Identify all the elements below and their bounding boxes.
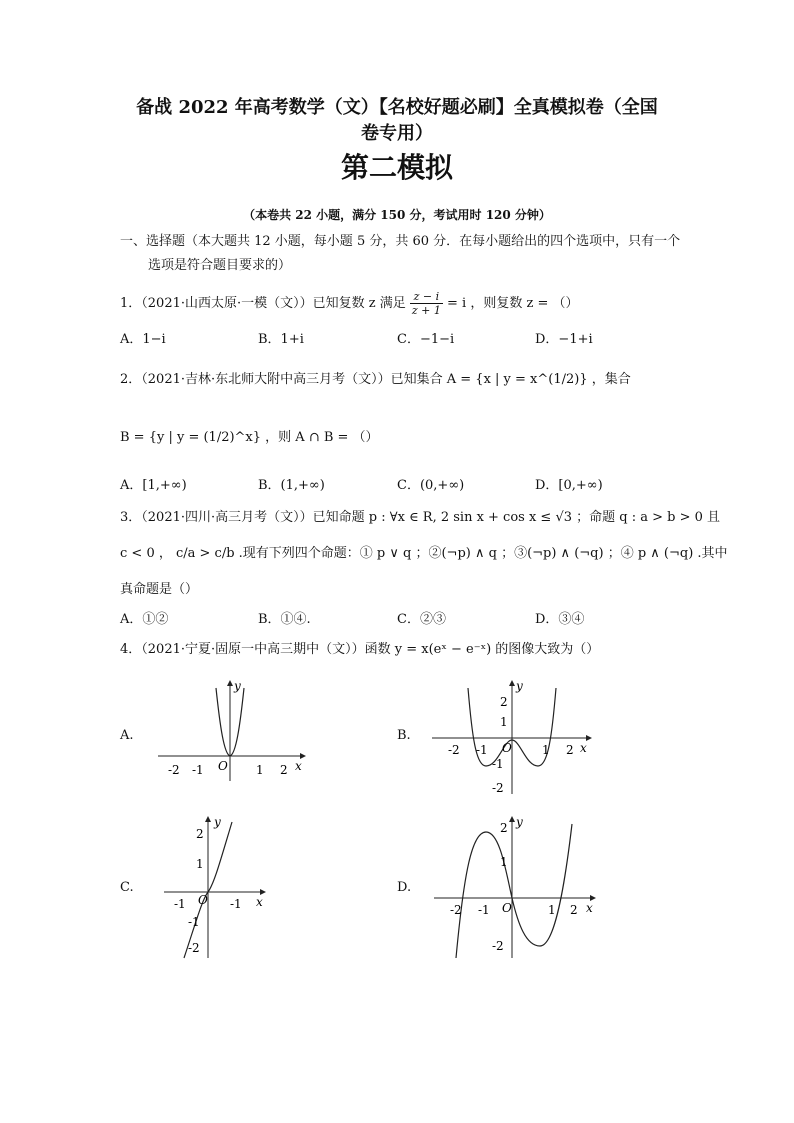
- graph-c-ytick-neg1: -1: [188, 915, 200, 929]
- q4-option-d-label[interactable]: D.: [397, 880, 412, 895]
- graph-a-origin: O: [218, 759, 228, 773]
- q1-frac-den: z + 1: [411, 304, 441, 317]
- q3-line2: c < 0 ， c/a > c/b .现有下列四个命题：① p ∨ q ；②(¬p) ∧ q ；③(¬p) ∧ (¬q) ；④ p ∧ (¬q) .其中: [120, 546, 728, 561]
- q1-option-c[interactable]: C．−1−i: [397, 332, 455, 347]
- doc-main-title: 第二模拟: [340, 151, 453, 184]
- graph-b-y-label: y: [516, 679, 523, 693]
- q3-line3: 真命题是（）: [120, 582, 199, 597]
- graph-c-y-arrow: [205, 816, 211, 822]
- graph-a-tick-2: 2: [280, 763, 288, 777]
- q3-option-b[interactable]: B．①④.: [258, 612, 311, 627]
- graph-b-tick-2: 2: [566, 743, 574, 757]
- graph-c-ytick-2: 2: [196, 827, 204, 841]
- graph-d: [430, 812, 610, 962]
- graph-c-ytick-neg2: -2: [188, 941, 200, 955]
- graph-a-x-label: x: [295, 759, 302, 773]
- q1-fraction: [410, 290, 443, 317]
- graph-a: [150, 676, 310, 786]
- graph-b-y-arrow: [509, 680, 515, 686]
- q4-line1: 4．（2021·宁夏·固原一中高三期中（文））函数 y = x(eˣ − e⁻ˣ) 的图像大致为（）: [120, 642, 600, 657]
- q2-option-d[interactable]: D．[0,+∞): [535, 478, 603, 493]
- q1-suffix: = i ，则复数 z = （）: [447, 296, 579, 311]
- graph-d-curve: [456, 824, 572, 958]
- doc-subtitle: （本卷共 22 小题，满分 150 分，考试用时 120 分钟）: [243, 208, 551, 222]
- q2-option-b[interactable]: B．(1,+∞): [258, 478, 325, 493]
- graph-b-tick-neg1: -1: [476, 743, 488, 757]
- doc-title-line1: 备战 2022 年高考数学（文）【名校好题必刷】全真模拟卷（全国: [136, 97, 658, 118]
- graph-b-tick-neg2: -2: [448, 743, 460, 757]
- graph-c-x-label: x: [256, 895, 263, 909]
- q1-stem: [120, 290, 579, 317]
- graph-c-origin: O: [198, 893, 208, 907]
- q2-line1: 2．（2021·吉林·东北师大附中高三月考（文））已知集合 A = {x | y = x^(1/2)} ，集合: [120, 372, 631, 387]
- q2-option-a[interactable]: A．[1,+∞): [120, 478, 187, 493]
- graph-d-ytick-1: 1: [500, 855, 508, 869]
- graph-b-ytick-neg2: -2: [492, 781, 504, 795]
- q1-option-a[interactable]: A．1−i: [120, 332, 166, 347]
- q4-option-a-label[interactable]: A.: [120, 728, 134, 743]
- q1-option-d[interactable]: D．−1+i: [535, 332, 593, 347]
- q1-option-b[interactable]: B．1+i: [258, 332, 304, 347]
- section-heading-line1: 一、选择题（本大题共 12 小题，每小题 5 分，共 60 分．在每小题给出的四个选项中，只有一个: [120, 234, 681, 249]
- graph-c-ytick-1: 1: [196, 857, 204, 871]
- graph-d-x-label: x: [586, 901, 593, 915]
- q1-prefix: 1．（2021·山西太原·一模（文））已知复数 z 满足: [120, 296, 406, 311]
- graph-d-origin: O: [502, 901, 512, 915]
- graph-a-tick-1: 1: [256, 763, 264, 777]
- graph-d-ytick-neg2: -2: [492, 939, 504, 953]
- graph-b-ytick-neg1: -1: [492, 757, 504, 771]
- graph-b-x-arrow: [586, 735, 592, 741]
- q2-line2: B = {y | y = (1/2)^x} ，则 A ∩ B = （）: [120, 430, 379, 445]
- graph-c: [160, 812, 280, 962]
- q2-option-c[interactable]: C．(0,+∞): [397, 478, 465, 493]
- q3-option-a[interactable]: A．①②: [120, 612, 169, 627]
- graph-b-ytick-1: 1: [500, 715, 508, 729]
- graph-c-tick-neg1-left: -1: [174, 897, 186, 911]
- graph-b-tick-1: 1: [542, 743, 550, 757]
- graph-b: [428, 676, 598, 800]
- graph-c-y-label: y: [214, 815, 221, 829]
- graph-d-y-label: y: [516, 815, 523, 829]
- graph-b-origin: O: [502, 741, 512, 755]
- graph-c-tick-neg1-right: -1: [230, 897, 242, 911]
- graph-d-y-arrow: [509, 816, 515, 822]
- q1-frac-num: z − i: [410, 290, 443, 304]
- q4-option-c-label[interactable]: C.: [120, 880, 134, 895]
- graph-b-ytick-2: 2: [500, 695, 508, 709]
- graph-d-tick-1: 1: [548, 903, 556, 917]
- section-heading-line2: 选项是符合题目要求的）: [148, 258, 292, 273]
- graph-a-tick-neg2: -2: [168, 763, 180, 777]
- graph-b-x-label: x: [580, 741, 587, 755]
- graph-d-tick-neg1: -1: [478, 903, 490, 917]
- q3-line1: 3．（2021·四川·高三月考（文））已知命题 p : ∀x ∈ R, 2 sin x + cos x ≤ √3 ；命题 q : a > b > 0 且: [120, 510, 721, 525]
- graph-d-ytick-2: 2: [500, 821, 508, 835]
- doc-title-line2: 卷专用）: [361, 123, 433, 144]
- graph-d-tick-neg2: -2: [450, 903, 462, 917]
- graph-d-tick-2: 2: [570, 903, 578, 917]
- q3-option-d[interactable]: D．③④: [535, 612, 585, 627]
- graph-a-y-arrow: [227, 680, 233, 686]
- graph-a-y-label: y: [234, 679, 241, 693]
- graph-a-tick-neg1: -1: [192, 763, 204, 777]
- q4-option-b-label[interactable]: B.: [397, 728, 411, 743]
- q3-option-c[interactable]: C．②③: [397, 612, 446, 627]
